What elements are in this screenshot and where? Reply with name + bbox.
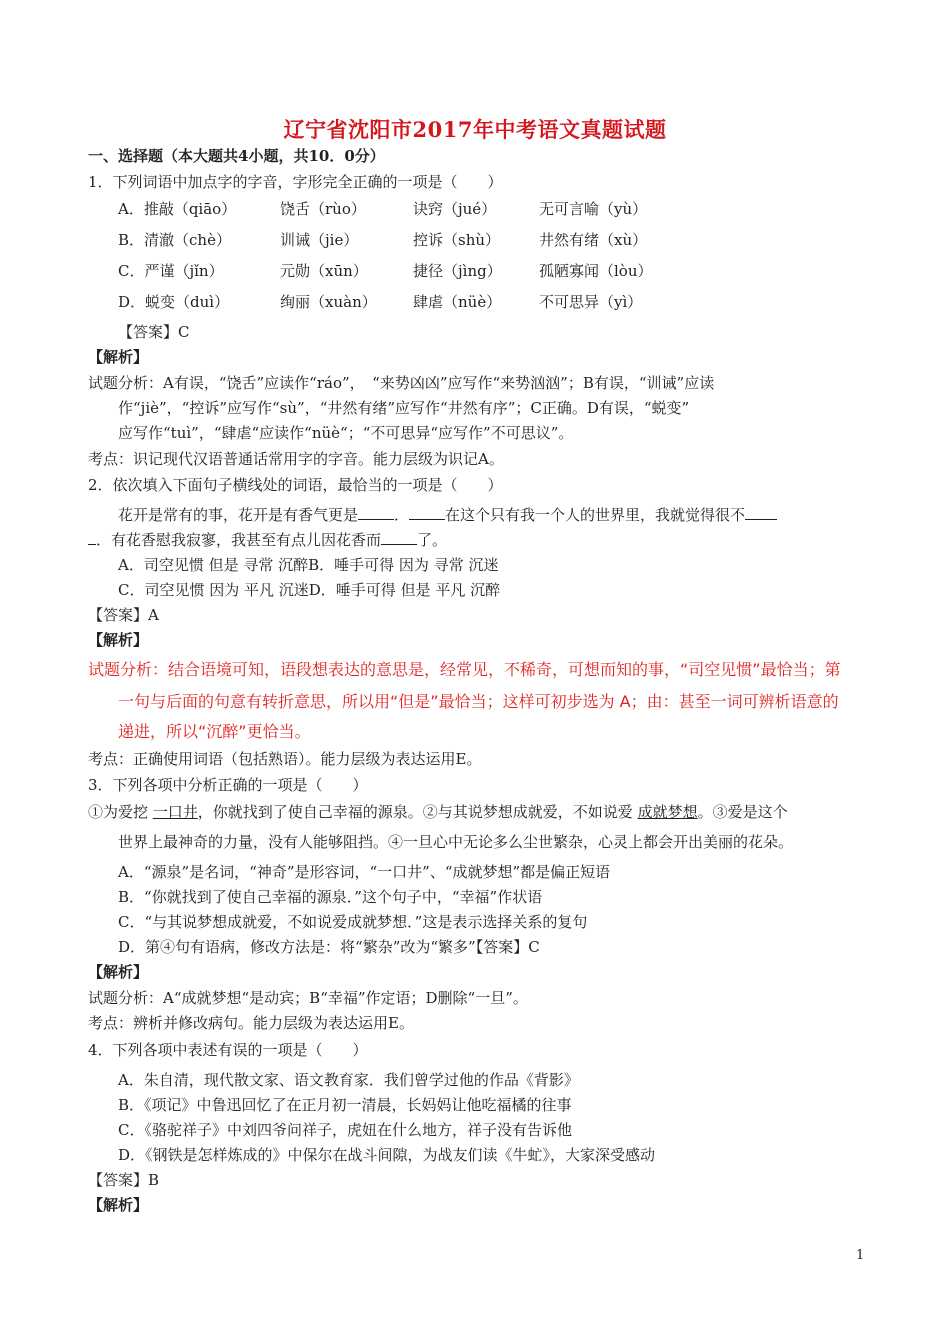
q4-analysis-label: 【解析】: [88, 1196, 149, 1214]
q1-analysis-line-2: 作“jiè”，“控诉”应写作“sù”，“井然有绪”应写作“井然有序”；C正确。D有误，“蜕变”: [118, 399, 690, 417]
q1-option-c-4: 孤陋寡闻（lòu）: [539, 262, 653, 280]
q2-passage-text-5: 了。: [417, 531, 448, 549]
q3-underlined-2: 成就梦想: [637, 803, 698, 821]
q4-option-b: B．《项记》中鲁迅回忆了在正月初一清晨，长妈妈让他吃福橘的往事: [118, 1096, 572, 1114]
q1-stem: 1．下列词语中加点字的字音，字形完全正确的一项是（ ）: [88, 173, 503, 191]
q1-option-d-2: 绚丽（xuàn）: [280, 293, 377, 311]
q3-kaodian: 考点：辨析并修改病句。能力层级为表达运用E。: [88, 1014, 414, 1032]
q1-answer: 【答案】C: [118, 323, 190, 341]
q3-passage-line-1: [88, 802, 788, 822]
q1-analysis-line-3: 应写作“tuì”，“肆虐“应读作“nüè“；“不可思异“应写作”不可思议”。: [118, 424, 574, 442]
page-title: 辽宁省沈阳市2017年中考语文真题试题: [283, 117, 667, 142]
q2-analysis-line-2: 一句与后面的句意有转折意思，所以用“但是”最恰当；这样可初步选为 A；由：甚至一词可辨析语意的: [118, 692, 839, 711]
q4-answer: 【答案】B: [88, 1171, 160, 1189]
q2-analysis-line-1: 试题分析：结合语境可知，语段想表达的意思是，经常见，不稀奇，可想而知的事，“司空见惯”最恰当；第: [88, 660, 841, 679]
q2-kaodian: 考点：正确使用词语（包括熟语）。能力层级为表达运用E。: [88, 750, 482, 768]
q1-option-d-4: 不可思异（yì）: [539, 293, 643, 311]
q3-option-b: B．“你就找到了使自己幸福的源泉．”这个句子中，“幸福”作状语: [118, 888, 543, 906]
q1-option-a-3: 诀窍（jué）: [413, 200, 497, 218]
q2-passage-text-2: ．: [394, 506, 410, 524]
q2-passage-text-1: 花开是常有的事，花开是有香气更是: [118, 506, 359, 524]
q4-option-d: D．《钢铁是怎样炼成的》中保尔在战斗间隙，为战友们读《牛虻》，大家深受感动: [118, 1146, 656, 1164]
q1-option-d-3: 肆虐（nüè）: [413, 293, 502, 311]
q2-answer: 【答案】A: [88, 606, 159, 624]
q2-passage-line-1: [118, 505, 777, 525]
q3-passage-line-2: 世界上最神奇的力量，没有人能够阻挡。④一旦心中无论多么尘世繁杂，心灵上都会开出美丽的花朵。: [118, 833, 794, 851]
q3-stem: 3．下列各项中分析正确的一项是（ ）: [88, 776, 368, 794]
q1-option-b-3: 控诉（shù）: [413, 231, 501, 249]
q3-passage-text-1: ①为爱挖: [88, 803, 153, 821]
q1-option-b-2: 训诫（jie）: [280, 231, 359, 249]
q2-blank-4: [381, 530, 417, 545]
q3-option-a: A．“源泉”是名词，“神奇”是形容词，“一口井”、“成就梦想”都是偏正短语: [118, 863, 611, 881]
q2-stem: 2．依次填入下面句子横线处的词语，最恰当的一项是（ ）: [88, 476, 503, 494]
q1-option-b-4: 井然有绪（xù）: [539, 231, 648, 249]
q1-option-c-3: 捷径（jìng）: [413, 262, 502, 280]
q1-option-a-1: A．推敲（qiāo）: [118, 200, 237, 218]
q3-passage-text-3: 。③爱是这个: [697, 803, 788, 821]
q2-blank-1: [358, 505, 394, 520]
q3-analysis-line-1: 试题分析：A“成就梦想“是动宾；B“幸福”作定语；D删除“一旦”。: [88, 989, 528, 1007]
q1-analysis-label: 【解析】: [88, 348, 149, 366]
q3-analysis-label: 【解析】: [88, 963, 149, 981]
q2-analysis-line-3: 递进，所以“沉醉”更恰当。: [118, 722, 311, 741]
q1-option-c-1: C．严谨（jǐn）: [118, 262, 224, 280]
q2-blank-3: [745, 505, 777, 520]
q1-option-b-1: B．清澈（chè）: [118, 231, 231, 249]
q3-option-c: C．“与其说梦想成就爱，不如说爱成就梦想．”这是表示选择关系的复句: [118, 913, 588, 931]
page-number: 1: [856, 1248, 865, 1263]
q3-passage-text-2: ，你就找到了使自己幸福的源泉。②与其说梦想成就爱，不如说爱: [197, 803, 638, 821]
q3-underlined-1: 一口井: [152, 803, 198, 821]
q1-option-c-2: 元勋（xūn）: [280, 262, 368, 280]
q1-option-a-4: 无可言喻（yù）: [539, 200, 648, 218]
q2-options-ab: A．司空见惯 但是 寻常 沉醉B．唾手可得 因为 寻常 沉迷: [118, 556, 499, 574]
q2-passage-text-3: 在这个只有我一个人的世界里，我就觉得很不: [445, 506, 746, 524]
q2-blank-2: [409, 505, 445, 520]
section-heading: 一、选择题（本大题共4小题，共10．0分）: [88, 147, 385, 165]
q4-option-a: A．朱自清，现代散文家、语文教育家．我们曾学过他的作品《背影》: [118, 1071, 579, 1089]
q1-kaodian: 考点：识记现代汉语普通话常用字的字音。能力层级为识记A。: [88, 450, 504, 468]
q2-passage-line-2: [88, 530, 447, 550]
q1-option-a-2: 饶舌（rùo）: [280, 200, 366, 218]
q1-analysis-line-1: 试题分析：A有误，“饶舌”应读作“ráo”， “来势凶凶”应写作“来势汹汹”；B有误，“训诫”应读: [88, 374, 715, 392]
q1-option-d-1: D．蜕变（duì）: [118, 293, 230, 311]
q4-stem: 4．下列各项中表述有误的一项是（ ）: [88, 1041, 368, 1059]
q2-passage-text-4: ．有花香慰我寂寥，我甚至有点儿因花香而: [96, 531, 382, 549]
q2-analysis-label: 【解析】: [88, 631, 149, 649]
q4-option-c: C．《骆驼祥子》中刘四爷问祥子，虎妞在什么地方，祥子没有告诉他: [118, 1121, 572, 1139]
q3-option-d: D．第④句有语病，修改方法是：将“繁杂”改为“繁多”【答案】C: [118, 938, 540, 956]
q2-blank-3-cont: [88, 530, 96, 545]
q2-options-cd: C．司空见惯 因为 平凡 沉迷D．唾手可得 但是 平凡 沉醉: [118, 581, 501, 599]
